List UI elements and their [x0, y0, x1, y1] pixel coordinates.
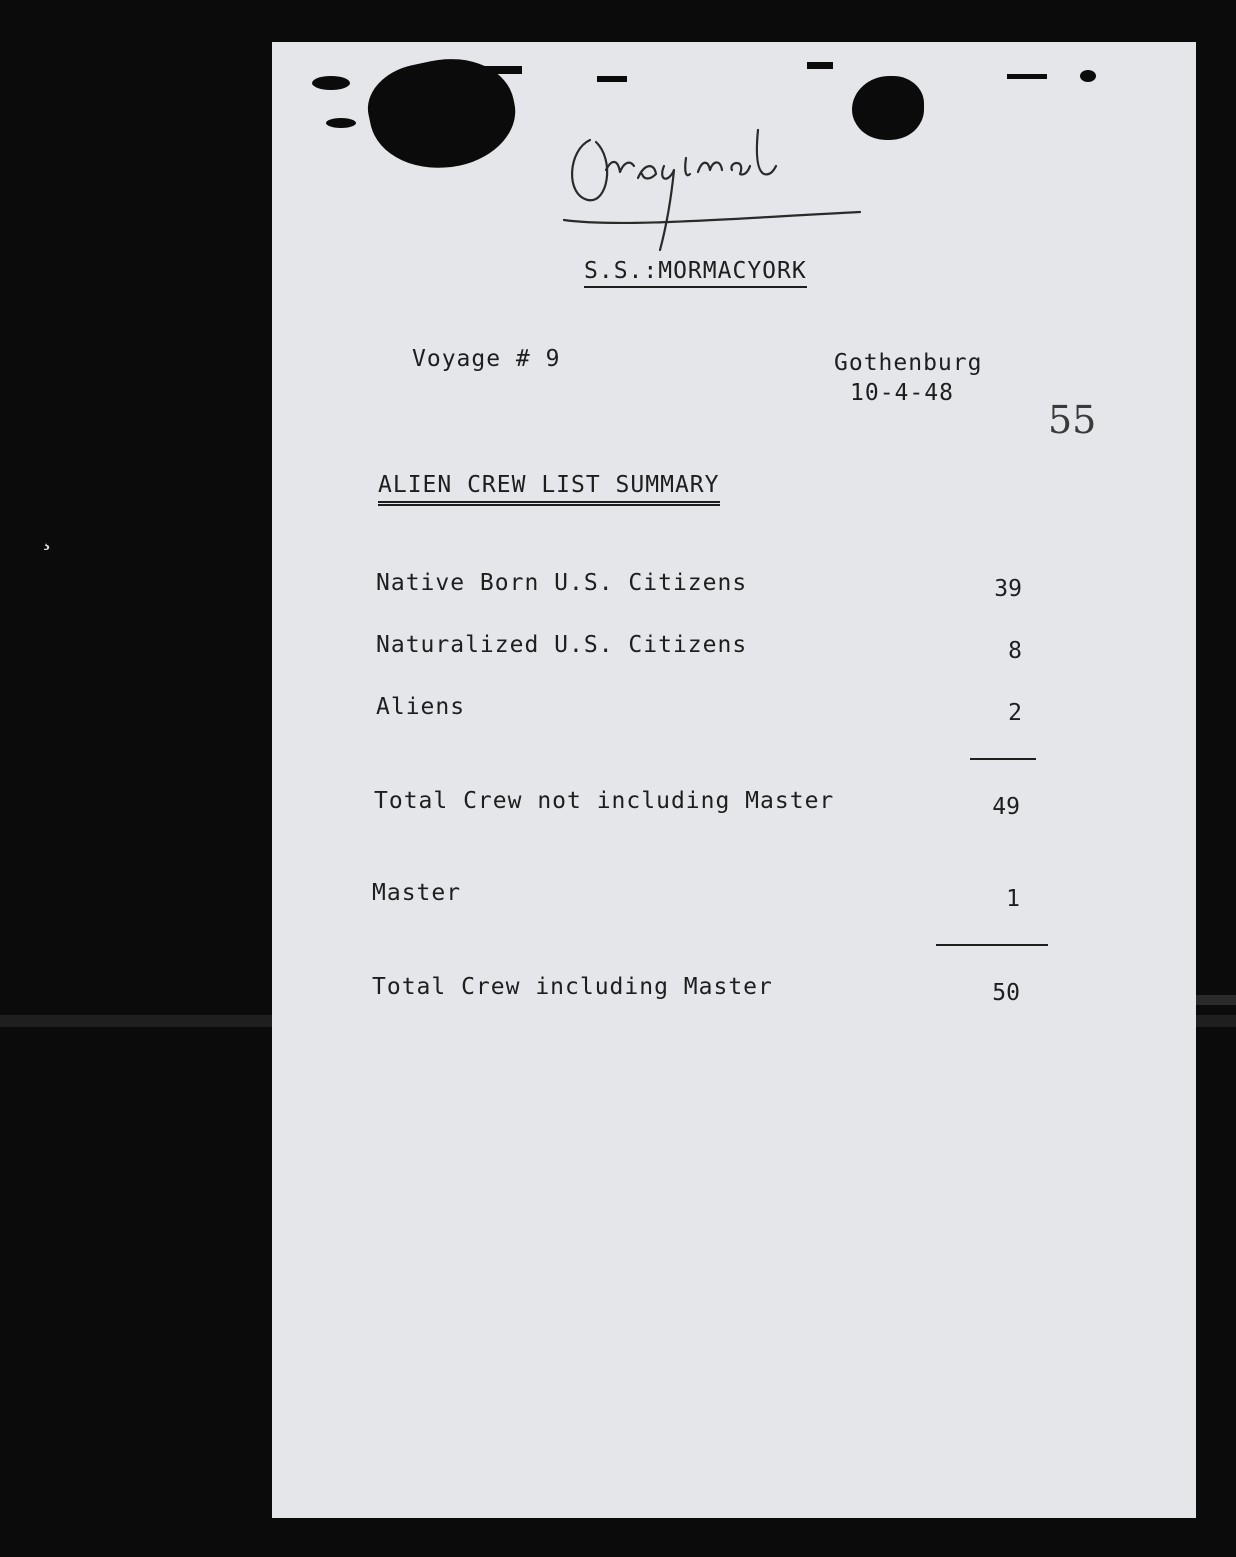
row-value-master: 1: [1006, 886, 1020, 912]
damage-speck-5: [1080, 70, 1096, 82]
port-name: Gothenburg: [834, 350, 983, 376]
damage-speck-1: [482, 66, 522, 74]
ship-name: S.S.:MORMACYORK: [584, 258, 807, 288]
scan-band-right: [1195, 995, 1236, 1005]
damage-blot-left: [312, 76, 350, 90]
row-label-total-incl-master: Total Crew including Master: [372, 974, 773, 1000]
margin-mark: ¸: [42, 520, 52, 551]
voyage-number: Voyage # 9: [412, 346, 561, 372]
row-value-total-excl-master: 49: [992, 794, 1020, 820]
damage-speck-4: [1007, 74, 1047, 79]
document-page: [272, 42, 1196, 1518]
row-value-total-incl-master: 50: [992, 980, 1020, 1006]
handwritten-original-annotation: [560, 100, 870, 280]
row-label-naturalized: Naturalized U.S. Citizens: [376, 632, 748, 658]
damage-blot-left2: [326, 118, 356, 128]
row-value-native-born: 39: [994, 576, 1022, 602]
row-value-naturalized: 8: [1008, 638, 1022, 664]
row-value-aliens: 2: [1008, 700, 1022, 726]
row-label-master: Master: [372, 880, 462, 906]
row-label-native-born: Native Born U.S. Citizens: [376, 570, 748, 596]
damage-speck-2: [597, 76, 627, 82]
row-label-total-excl-master: Total Crew not including Master: [374, 788, 835, 814]
row-label-aliens: Aliens: [376, 694, 466, 720]
document-date: 10-4-48: [850, 380, 954, 406]
summary-title: ALIEN CREW LIST SUMMARY: [378, 472, 720, 506]
damage-speck-3: [807, 62, 833, 69]
page-number: 55: [1048, 398, 1097, 442]
total-rule: [936, 944, 1048, 946]
subtotal-rule: [970, 758, 1036, 760]
